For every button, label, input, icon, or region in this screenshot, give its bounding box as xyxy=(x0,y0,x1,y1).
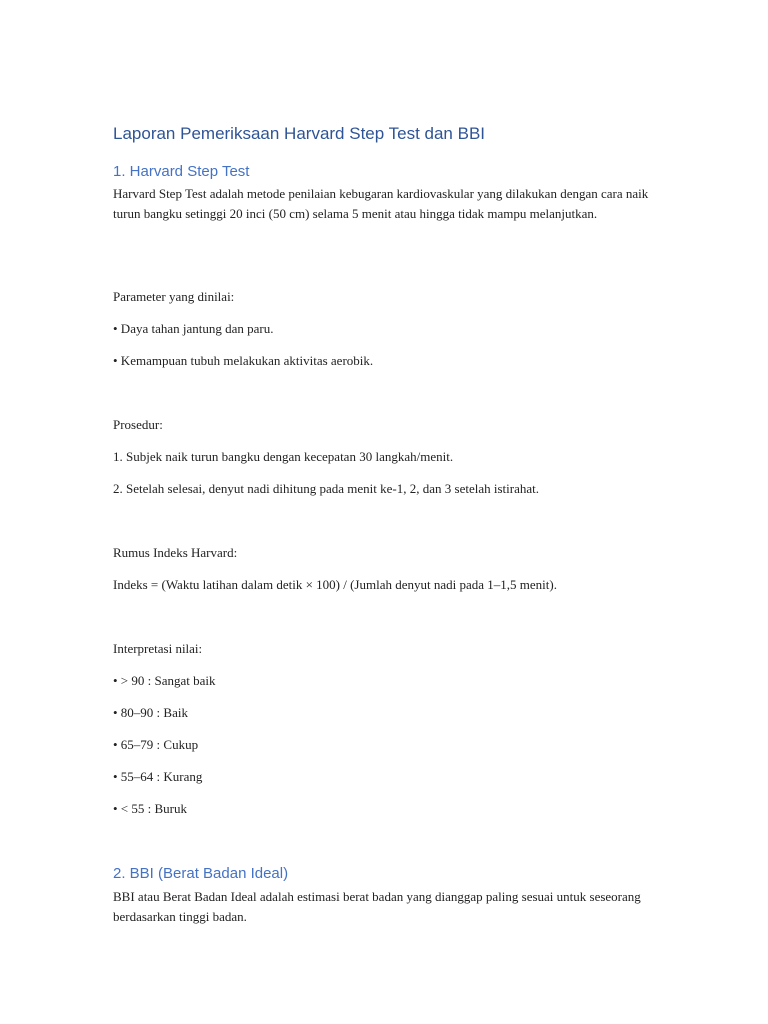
section-1-heading: 1. Harvard Step Test xyxy=(113,163,250,180)
section-1-intro: Harvard Step Test adalah metode penilaian kebugaran kardiovaskular yang dilakukan dengan cara naik turun bangku setinggi 20 inci (50 cm) selama 5 menit atau hingga tidak mampu melanjutkan. xyxy=(113,186,649,221)
interpretation-item: • 80–90 : Baik xyxy=(113,705,188,720)
interpretation-item: • > 90 : Sangat baik xyxy=(113,673,216,688)
parameter-label: Parameter yang dinilai: xyxy=(113,289,235,304)
section-2-heading: 2. BBI (Berat Badan Ideal) xyxy=(113,865,289,882)
formula-text: Indeks = (Waktu latihan dalam detik × 100) / (Jumlah denyut nadi pada 1–1,5 menit). xyxy=(113,577,557,592)
document-title: Laporan Pemeriksaan Harvard Step Test dan BBI xyxy=(113,124,486,143)
procedure-step: 1. Subjek naik turun bangku dengan kecepatan 30 langkah/menit. xyxy=(113,449,454,464)
formula-label: Rumus Indeks Harvard: xyxy=(113,545,238,560)
procedure-step: 2. Setelah selesai, denyut nadi dihitung pada menit ke-1, 2, dan 3 setelah istirahat. xyxy=(113,481,539,496)
parameter-item: • Daya tahan jantung dan paru. xyxy=(113,321,274,336)
section-2-intro: BBI atau Berat Badan Ideal adalah estimasi berat badan yang dianggap paling sesuai untuk seseorang berdasarkan tinggi badan. xyxy=(113,889,641,924)
parameter-item: • Kemampuan tubuh melakukan aktivitas aerobik. xyxy=(113,353,374,368)
interpretation-item: • < 55 : Buruk xyxy=(113,801,187,816)
interpretation-label: Interpretasi nilai: xyxy=(113,641,203,656)
interpretation-item: • 55–64 : Kurang xyxy=(113,769,203,784)
procedure-label: Prosedur: xyxy=(113,417,163,432)
interpretation-item: • 65–79 : Cukup xyxy=(113,737,199,752)
